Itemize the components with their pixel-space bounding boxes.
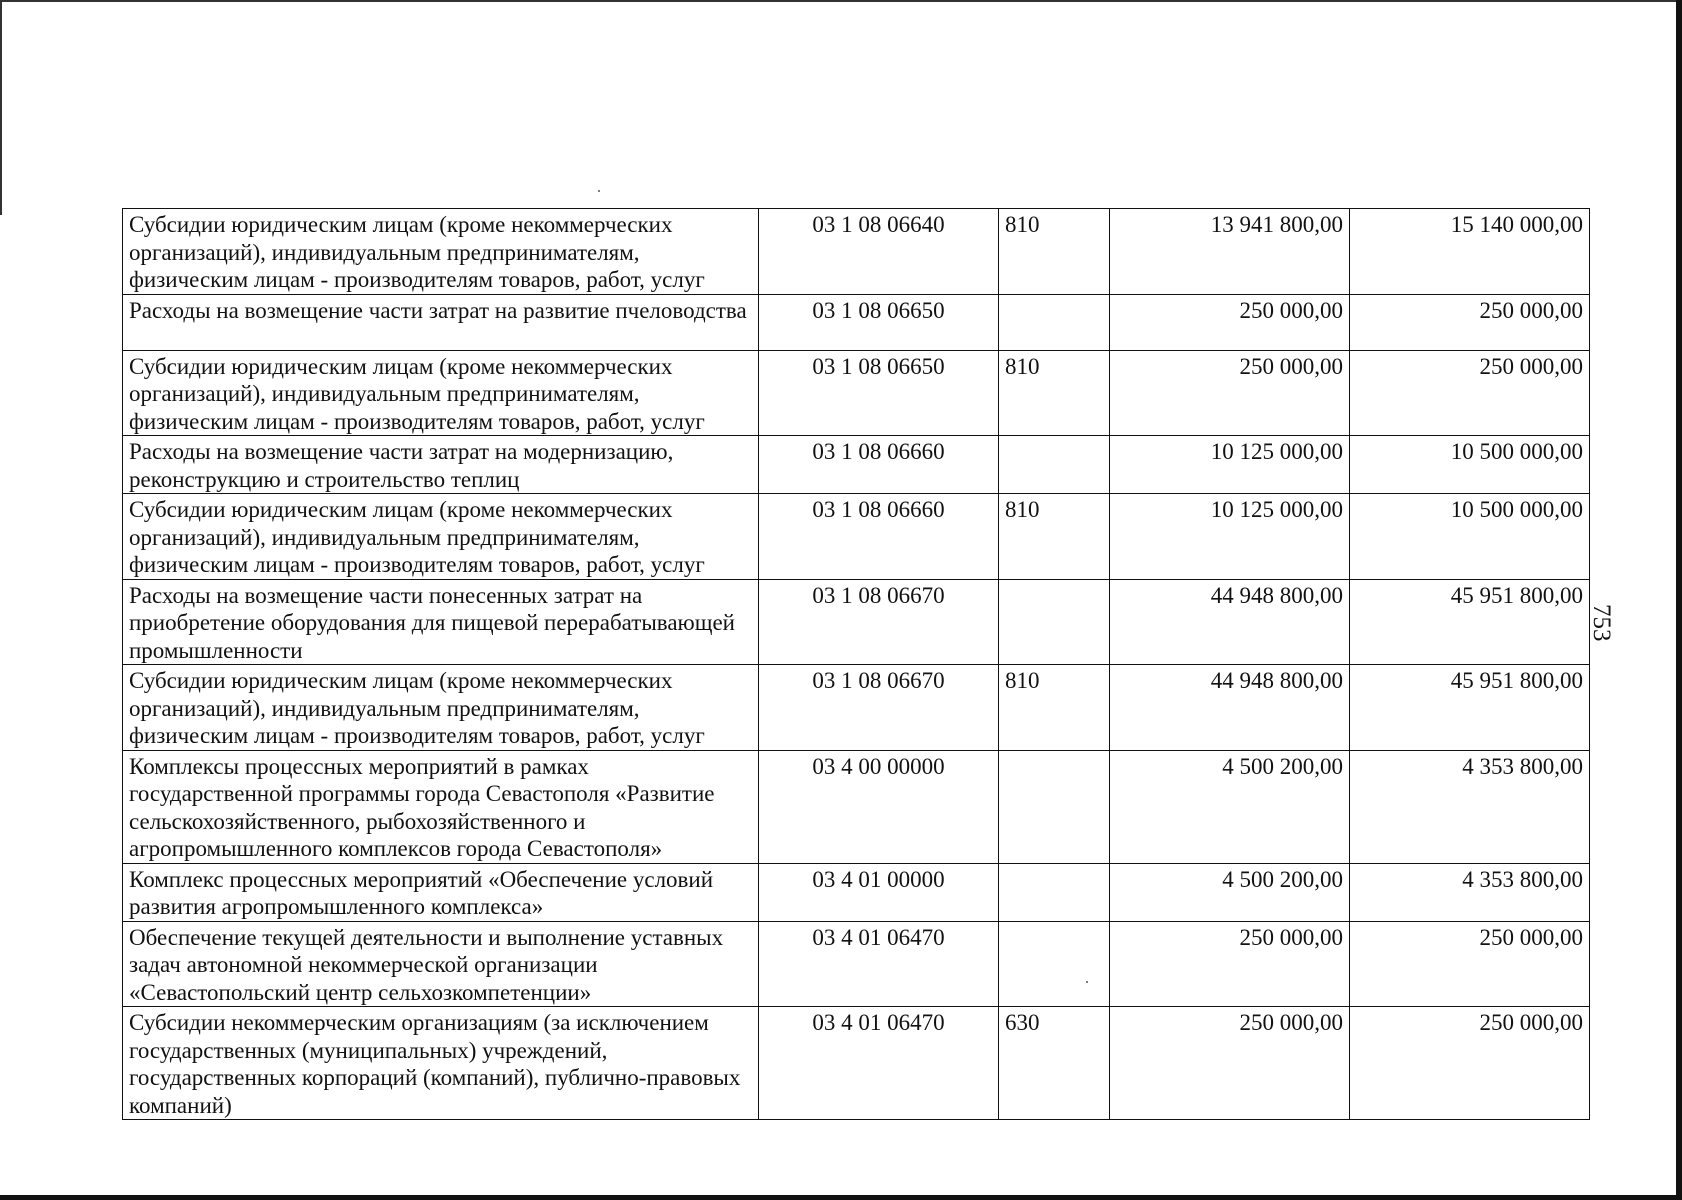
row-type: 810: [999, 350, 1110, 436]
table-row: [123, 294, 1590, 350]
row-type: [999, 921, 1110, 1007]
table-row: [123, 350, 1590, 436]
row-type: [999, 294, 1110, 350]
row-code: 03 1 08 06670: [759, 665, 999, 751]
row-type: [999, 436, 1110, 494]
row-sum-2: 4 353 800,00: [1350, 750, 1590, 863]
page-number: 753: [1588, 604, 1615, 642]
row-sum-1: 13 941 800,00: [1110, 209, 1350, 295]
row-code: 03 1 08 06650: [759, 350, 999, 436]
scan-speck: [598, 190, 600, 192]
scan-bottom-edge: [0, 1195, 1682, 1200]
row-sum-1: 250 000,00: [1110, 350, 1350, 436]
row-name: Субсидии некоммерческим организациям (за исключением государственных (муниципальных) учреждений, государственных корпораций (компаний), публично-правовых компаний): [123, 1007, 759, 1120]
row-sum-2: 10 500 000,00: [1350, 494, 1590, 580]
row-name: Комплексы процессных мероприятий в рамках государственной программы города Севастополя «Развитие сельскохозяйственного, рыбохозяйственного и агропромышленного комплексов города Севастополя»: [123, 750, 759, 863]
row-type: [999, 750, 1110, 863]
budget-table: [122, 208, 1590, 1120]
row-sum-1: 10 125 000,00: [1110, 494, 1350, 580]
row-sum-2: 250 000,00: [1350, 350, 1590, 436]
row-name: Расходы на возмещение части понесенных затрат на приобретение оборудования для пищевой перерабатывающей промышленности: [123, 579, 759, 665]
row-sum-2: 15 140 000,00: [1350, 209, 1590, 295]
row-name: Обеспечение текущей деятельности и выполнение уставных задач автономной некоммерческой организации «Севастопольский центр сельхозкомпетенции»: [123, 921, 759, 1007]
row-sum-2: 250 000,00: [1350, 294, 1590, 350]
row-sum-2: 45 951 800,00: [1350, 579, 1590, 665]
row-sum-1: 4 500 200,00: [1110, 863, 1350, 921]
row-sum-1: 10 125 000,00: [1110, 436, 1350, 494]
row-type: [999, 579, 1110, 665]
row-type: 810: [999, 665, 1110, 751]
row-sum-1: 250 000,00: [1110, 921, 1350, 1007]
table-row: [123, 494, 1590, 580]
row-code: 03 1 08 06660: [759, 436, 999, 494]
table-row: [123, 921, 1590, 1007]
row-name: Расходы на возмещение части затрат на развитие пчеловодства: [123, 294, 759, 350]
row-code: 03 1 08 06640: [759, 209, 999, 295]
row-code: 03 4 01 06470: [759, 921, 999, 1007]
table-row: [123, 579, 1590, 665]
row-type: 810: [999, 209, 1110, 295]
row-type: [999, 863, 1110, 921]
row-sum-1: 250 000,00: [1110, 1007, 1350, 1120]
row-sum-2: 45 951 800,00: [1350, 665, 1590, 751]
row-name: Комплекс процессных мероприятий «Обеспечение условий развития агропромышленного комплекса»: [123, 863, 759, 921]
row-sum-2: 10 500 000,00: [1350, 436, 1590, 494]
row-sum-2: 250 000,00: [1350, 921, 1590, 1007]
row-code: 03 1 08 06660: [759, 494, 999, 580]
row-code: 03 4 00 00000: [759, 750, 999, 863]
table-row: [123, 750, 1590, 863]
row-code: 03 4 01 06470: [759, 1007, 999, 1120]
row-sum-1: 4 500 200,00: [1110, 750, 1350, 863]
row-sum-1: 44 948 800,00: [1110, 579, 1350, 665]
table-row: [123, 209, 1590, 295]
table-row: [123, 1007, 1590, 1120]
row-sum-1: 44 948 800,00: [1110, 665, 1350, 751]
row-name: Субсидии юридическим лицам (кроме некоммерческих организаций), индивидуальным предпринимателям, физическим лицам - производителям товаров, работ, услуг: [123, 494, 759, 580]
row-code: 03 1 08 06650: [759, 294, 999, 350]
row-sum-2: 4 353 800,00: [1350, 863, 1590, 921]
row-code: 03 4 01 00000: [759, 863, 999, 921]
row-sum-1: 250 000,00: [1110, 294, 1350, 350]
scan-left-edge: [0, 0, 2, 215]
row-name: Расходы на возмещение части затрат на модернизацию, реконструкцию и строительство теплиц: [123, 436, 759, 494]
scan-right-edge: [1676, 0, 1682, 1195]
table-row: [123, 436, 1590, 494]
row-name: Субсидии юридическим лицам (кроме некоммерческих организаций), индивидуальным предпринимателям, физическим лицам - производителям товаров, работ, услуг: [123, 209, 759, 295]
row-sum-2: 250 000,00: [1350, 1007, 1590, 1120]
row-name: Субсидии юридическим лицам (кроме некоммерческих организаций), индивидуальным предпринимателям, физическим лицам - производителям товаров, работ, услуг: [123, 350, 759, 436]
scan-top-edge: [0, 0, 1682, 2]
row-code: 03 1 08 06670: [759, 579, 999, 665]
row-name: Субсидии юридическим лицам (кроме некоммерческих организаций), индивидуальным предпринимателям, физическим лицам - производителям товаров, работ, услуг: [123, 665, 759, 751]
row-type: 810: [999, 494, 1110, 580]
table-row: [123, 665, 1590, 751]
table-row: [123, 863, 1590, 921]
row-type: 630: [999, 1007, 1110, 1120]
